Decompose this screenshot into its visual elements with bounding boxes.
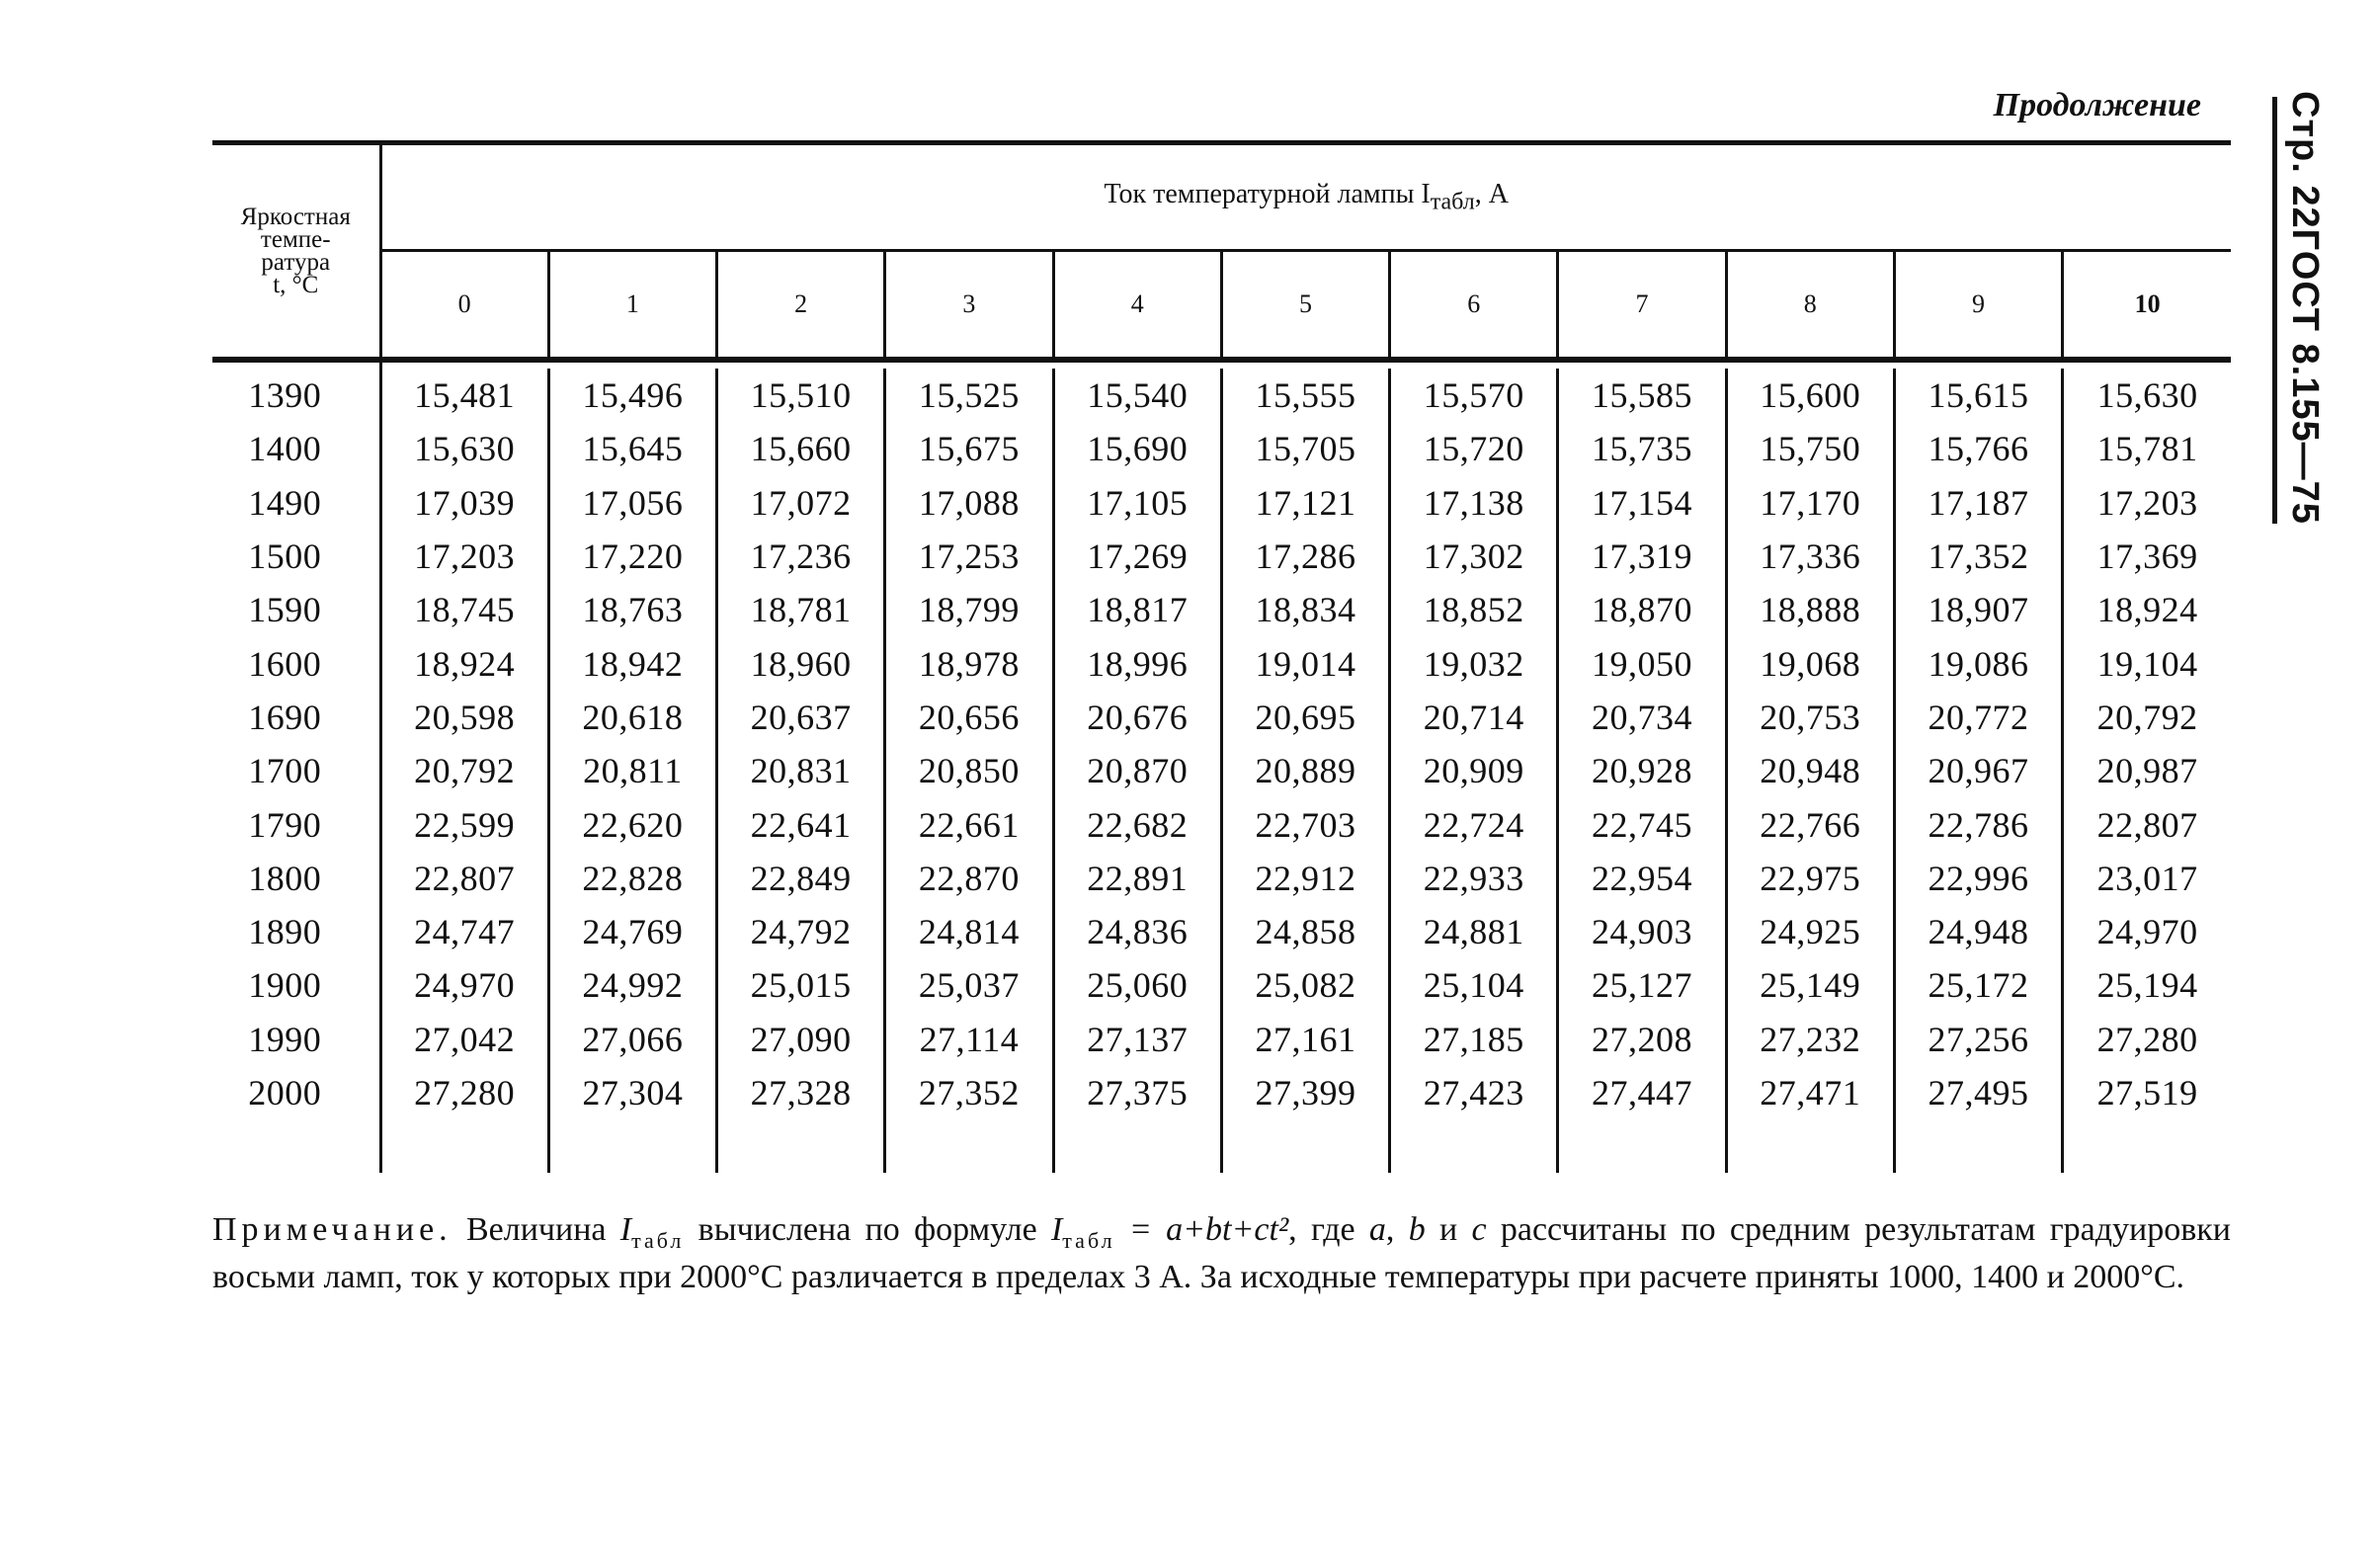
current-cell: 25,037 xyxy=(885,958,1053,1012)
current-cell: 18,942 xyxy=(548,636,716,690)
current-cell: 27,280 xyxy=(2096,1019,2198,1059)
current-cell: 19,032 xyxy=(1390,636,1558,690)
current-cell: 15,705 xyxy=(1221,422,1389,475)
current-cell: 24,992 xyxy=(548,958,716,1012)
current-header xyxy=(380,143,2231,251)
column-header: 3 xyxy=(885,251,1053,359)
temperature-cell: 1390 xyxy=(212,369,380,422)
current-cell: 27,256 xyxy=(1894,1013,2062,1066)
current-cell: 27,090 xyxy=(717,1013,885,1066)
current-cell: 15,570 xyxy=(1390,369,1558,422)
current-cell: 22,996 xyxy=(1894,852,2062,905)
current-cell: 15,675 xyxy=(885,422,1053,475)
column-header: 10 xyxy=(2134,289,2161,318)
current-cell: 22,975 xyxy=(1726,852,1894,905)
current-cell: 24,970 xyxy=(2096,912,2198,952)
current-cell: 27,304 xyxy=(548,1066,716,1119)
current-cell: 25,194 xyxy=(2096,965,2198,1006)
current-header-unit: , А xyxy=(1474,178,1509,209)
column-header: 9 xyxy=(1894,251,2062,359)
current-cell: 15,630 xyxy=(2096,375,2198,416)
current-cell: 27,232 xyxy=(1726,1013,1894,1066)
table-row xyxy=(212,636,2231,690)
current-cell: 22,682 xyxy=(1053,797,1221,851)
current-cell: 22,912 xyxy=(1221,852,1389,905)
current-cell: 17,369 xyxy=(2096,536,2198,577)
current-cell: 22,745 xyxy=(1558,797,1726,851)
current-cell: 15,481 xyxy=(380,369,548,422)
table-row xyxy=(212,691,2231,744)
current-cell: 17,138 xyxy=(1390,476,1558,530)
note-label: Примечание. xyxy=(212,1211,452,1248)
note-var: c xyxy=(1471,1211,1487,1248)
table-row xyxy=(212,797,2231,851)
current-cell: 27,471 xyxy=(1726,1066,1894,1119)
current-cell: 18,781 xyxy=(717,583,885,636)
current-cell: 27,495 xyxy=(1894,1066,2062,1119)
standard-number: ГОСТ 8.155—75 xyxy=(2284,228,2326,525)
temperature-cell: 1400 xyxy=(212,422,380,475)
data-table xyxy=(212,140,2231,1173)
table-row xyxy=(212,1066,2231,1119)
page-number: Стр. 22 xyxy=(2284,91,2326,229)
current-cell: 24,769 xyxy=(548,905,716,958)
current-cell: 18,978 xyxy=(885,636,1053,690)
current-cell: 25,082 xyxy=(1221,958,1389,1012)
current-cell: 15,615 xyxy=(1894,369,2062,422)
temperature-cell: 1590 xyxy=(212,583,380,636)
current-cell: 20,656 xyxy=(885,691,1053,744)
current-cell: 20,753 xyxy=(1726,691,1894,744)
current-cell: 19,014 xyxy=(1221,636,1389,690)
current-cell: 27,161 xyxy=(1221,1013,1389,1066)
table-row xyxy=(212,852,2231,905)
current-cell: 20,831 xyxy=(717,744,885,797)
current-cell: 25,172 xyxy=(1894,958,2062,1012)
side-rule xyxy=(2272,97,2277,524)
column-header: 7 xyxy=(1558,251,1726,359)
current-cell: 27,042 xyxy=(380,1013,548,1066)
current-cell: 18,745 xyxy=(380,583,548,636)
current-cell: 17,056 xyxy=(548,476,716,530)
current-cell: 19,068 xyxy=(1726,636,1894,690)
temperature-cell: 1700 xyxy=(212,744,380,797)
current-cell: 15,660 xyxy=(717,422,885,475)
current-cell: 18,799 xyxy=(885,583,1053,636)
current-cell: 18,888 xyxy=(1726,583,1894,636)
column-header: 1 xyxy=(548,251,716,359)
current-cell: 22,641 xyxy=(717,797,885,851)
current-cell: 22,599 xyxy=(380,797,548,851)
current-cell: 18,960 xyxy=(717,636,885,690)
current-cell: 24,970 xyxy=(380,958,548,1012)
table-row xyxy=(212,905,2231,958)
current-cell: 17,220 xyxy=(548,530,716,583)
current-cell: 17,253 xyxy=(885,530,1053,583)
current-cell: 20,676 xyxy=(1053,691,1221,744)
current-cell: 20,637 xyxy=(717,691,885,744)
temperature-cell: 1790 xyxy=(212,797,380,851)
current-cell: 25,149 xyxy=(1726,958,1894,1012)
table-row xyxy=(212,476,2231,530)
table-row xyxy=(212,583,2231,636)
current-cell: 27,066 xyxy=(548,1013,716,1066)
current-cell: 25,015 xyxy=(717,958,885,1012)
current-cell: 19,050 xyxy=(1558,636,1726,690)
current-header-sub: табл xyxy=(1430,189,1475,215)
current-cell: 15,750 xyxy=(1726,422,1894,475)
current-cell: 20,850 xyxy=(885,744,1053,797)
current-cell: 17,319 xyxy=(1558,530,1726,583)
current-cell: 18,996 xyxy=(1053,636,1221,690)
current-cell: 22,661 xyxy=(885,797,1053,851)
current-cell: 22,786 xyxy=(1894,797,2062,851)
note-text: и xyxy=(1425,1211,1472,1248)
current-cell: 17,154 xyxy=(1558,476,1726,530)
current-cell: 22,807 xyxy=(380,852,548,905)
temperature-cell: 1990 xyxy=(212,1013,380,1066)
current-cell: 15,735 xyxy=(1558,422,1726,475)
current-cell: 25,104 xyxy=(1390,958,1558,1012)
current-cell: 15,510 xyxy=(717,369,885,422)
table-body xyxy=(212,369,2231,1173)
current-cell: 15,645 xyxy=(548,422,716,475)
note-text: , где xyxy=(1288,1211,1369,1248)
current-cell: 22,933 xyxy=(1390,852,1558,905)
current-cell: 15,585 xyxy=(1558,369,1726,422)
current-cell: 20,598 xyxy=(380,691,548,744)
current-cell: 15,525 xyxy=(885,369,1053,422)
current-cell: 18,924 xyxy=(2096,590,2198,630)
temp-header-line: ратура xyxy=(261,249,331,276)
current-cell: 15,766 xyxy=(1894,422,2062,475)
current-cell: 17,236 xyxy=(717,530,885,583)
current-cell: 20,734 xyxy=(1558,691,1726,744)
table-row xyxy=(212,1013,2231,1066)
current-cell: 23,017 xyxy=(2096,858,2198,898)
current-cell: 18,907 xyxy=(1894,583,2062,636)
current-cell: 20,870 xyxy=(1053,744,1221,797)
current-cell: 17,269 xyxy=(1053,530,1221,583)
current-cell: 27,447 xyxy=(1558,1066,1726,1119)
current-cell: 20,618 xyxy=(548,691,716,744)
note-var: b xyxy=(1408,1211,1426,1248)
note-text: Величина xyxy=(451,1211,620,1248)
current-cell: 18,852 xyxy=(1390,583,1558,636)
current-cell: 20,967 xyxy=(1894,744,2062,797)
column-header: 6 xyxy=(1390,251,1558,359)
current-cell: 15,630 xyxy=(380,422,548,475)
current-cell: 27,137 xyxy=(1053,1013,1221,1066)
current-cell: 24,836 xyxy=(1053,905,1221,958)
current-header-text: Ток температурной лампы I xyxy=(1104,178,1431,209)
current-cell: 18,834 xyxy=(1221,583,1389,636)
current-cell: 17,203 xyxy=(2096,482,2198,523)
data-table-wrap xyxy=(212,140,2231,1173)
temperature-cell: 1900 xyxy=(212,958,380,1012)
current-cell: 15,690 xyxy=(1053,422,1221,475)
current-cell: 25,060 xyxy=(1053,958,1221,1012)
column-header: 8 xyxy=(1726,251,1894,359)
table-row xyxy=(212,369,2231,422)
current-cell: 19,104 xyxy=(2096,643,2198,684)
current-cell: 15,555 xyxy=(1221,369,1389,422)
temperature-header xyxy=(212,143,380,359)
table-row xyxy=(212,744,2231,797)
current-cell: 24,948 xyxy=(1894,905,2062,958)
note-formula: = a+bt+ct² xyxy=(1114,1211,1289,1248)
current-cell: 17,187 xyxy=(1894,476,2062,530)
current-cell: 27,280 xyxy=(380,1066,548,1119)
footnote xyxy=(212,1211,2231,1295)
table-row xyxy=(212,958,2231,1012)
current-cell: 24,792 xyxy=(717,905,885,958)
current-cell: 17,352 xyxy=(1894,530,2062,583)
current-cell: 15,600 xyxy=(1726,369,1894,422)
header-gap xyxy=(212,362,2231,370)
temperature-cell: 1690 xyxy=(212,691,380,744)
note-sub: табл xyxy=(631,1227,685,1253)
current-cell: 27,185 xyxy=(1390,1013,1558,1066)
current-cell: 17,039 xyxy=(380,476,548,530)
current-cell: 24,747 xyxy=(380,905,548,958)
current-cell: 24,925 xyxy=(1726,905,1894,958)
current-cell: 17,088 xyxy=(885,476,1053,530)
continuation-label: Продолжение xyxy=(1993,87,2201,124)
current-cell: 24,814 xyxy=(885,905,1053,958)
current-cell: 22,891 xyxy=(1053,852,1221,905)
current-cell: 20,792 xyxy=(380,744,548,797)
current-cell: 20,909 xyxy=(1390,744,1558,797)
table-padding-row xyxy=(212,1119,2231,1173)
current-cell: 20,792 xyxy=(2096,697,2198,737)
current-cell: 24,903 xyxy=(1558,905,1726,958)
current-cell: 27,328 xyxy=(717,1066,885,1119)
current-cell: 20,987 xyxy=(2096,751,2198,791)
table-row xyxy=(212,530,2231,583)
current-cell: 20,948 xyxy=(1726,744,1894,797)
note-symbol: I xyxy=(1050,1211,1063,1248)
current-cell: 27,208 xyxy=(1558,1013,1726,1066)
temp-header-line: Яркостная xyxy=(240,204,351,230)
current-cell: 15,781 xyxy=(2096,429,2198,469)
current-cell: 27,519 xyxy=(2096,1073,2198,1113)
current-cell: 17,072 xyxy=(717,476,885,530)
current-cell: 18,817 xyxy=(1053,583,1221,636)
current-cell: 27,114 xyxy=(885,1013,1053,1066)
temp-header-line: t, °C xyxy=(273,272,319,298)
current-cell: 25,127 xyxy=(1558,958,1726,1012)
current-cell: 20,695 xyxy=(1221,691,1389,744)
temperature-cell: 1500 xyxy=(212,530,380,583)
current-cell: 27,375 xyxy=(1053,1066,1221,1119)
current-cell: 27,352 xyxy=(885,1066,1053,1119)
current-cell: 22,954 xyxy=(1558,852,1726,905)
column-header: 4 xyxy=(1053,251,1221,359)
current-cell: 22,849 xyxy=(717,852,885,905)
current-cell: 22,724 xyxy=(1390,797,1558,851)
current-cell: 18,763 xyxy=(548,583,716,636)
column-header: 0 xyxy=(380,251,548,359)
current-cell: 17,302 xyxy=(1390,530,1558,583)
temperature-cell: 1800 xyxy=(212,852,380,905)
current-cell: 20,889 xyxy=(1221,744,1389,797)
current-cell: 15,496 xyxy=(548,369,716,422)
current-cell: 22,703 xyxy=(1221,797,1389,851)
current-cell: 15,720 xyxy=(1390,422,1558,475)
current-cell: 22,766 xyxy=(1726,797,1894,851)
note-text: рассчитаны по средним результатам градуировки восьми ламп, ток у которых при 2000°С различается в пределах 3 А. За исходные температуры при расчете приняты 1000, 1400 и 2000°С. xyxy=(212,1211,2231,1295)
current-cell: 19,086 xyxy=(1894,636,2062,690)
temp-header-line: темпе- xyxy=(260,226,331,253)
table-header xyxy=(212,143,2231,370)
current-cell: 18,924 xyxy=(380,636,548,690)
table-row xyxy=(212,422,2231,475)
column-index-row xyxy=(212,251,2231,359)
note-symbol: I xyxy=(619,1211,632,1248)
current-cell: 18,870 xyxy=(1558,583,1726,636)
temperature-cell: 1490 xyxy=(212,476,380,530)
note-text: , xyxy=(1385,1211,1409,1248)
temperature-cell: 1890 xyxy=(212,905,380,958)
current-cell: 24,858 xyxy=(1221,905,1389,958)
current-cell: 17,121 xyxy=(1221,476,1389,530)
temperature-cell: 2000 xyxy=(212,1066,380,1119)
current-cell: 20,928 xyxy=(1558,744,1726,797)
column-header: 2 xyxy=(717,251,885,359)
current-cell: 20,714 xyxy=(1390,691,1558,744)
current-cell: 22,620 xyxy=(548,797,716,851)
current-cell: 15,540 xyxy=(1053,369,1221,422)
side-header xyxy=(2284,91,2326,525)
current-cell: 27,399 xyxy=(1221,1066,1389,1119)
current-cell: 27,423 xyxy=(1390,1066,1558,1119)
column-header: 5 xyxy=(1221,251,1389,359)
current-cell: 20,772 xyxy=(1894,691,2062,744)
current-cell: 24,881 xyxy=(1390,905,1558,958)
current-cell: 20,811 xyxy=(548,744,716,797)
current-cell: 17,286 xyxy=(1221,530,1389,583)
current-cell: 17,336 xyxy=(1726,530,1894,583)
current-cell: 17,105 xyxy=(1053,476,1221,530)
current-cell: 17,170 xyxy=(1726,476,1894,530)
current-cell: 17,203 xyxy=(380,530,548,583)
current-cell: 22,828 xyxy=(548,852,716,905)
note-text: вычислена по формуле xyxy=(684,1211,1051,1248)
note-var: a xyxy=(1368,1211,1386,1248)
current-cell: 22,807 xyxy=(2096,804,2198,845)
temperature-cell: 1600 xyxy=(212,636,380,690)
current-cell: 22,870 xyxy=(885,852,1053,905)
note-sub: табл xyxy=(1062,1227,1115,1253)
